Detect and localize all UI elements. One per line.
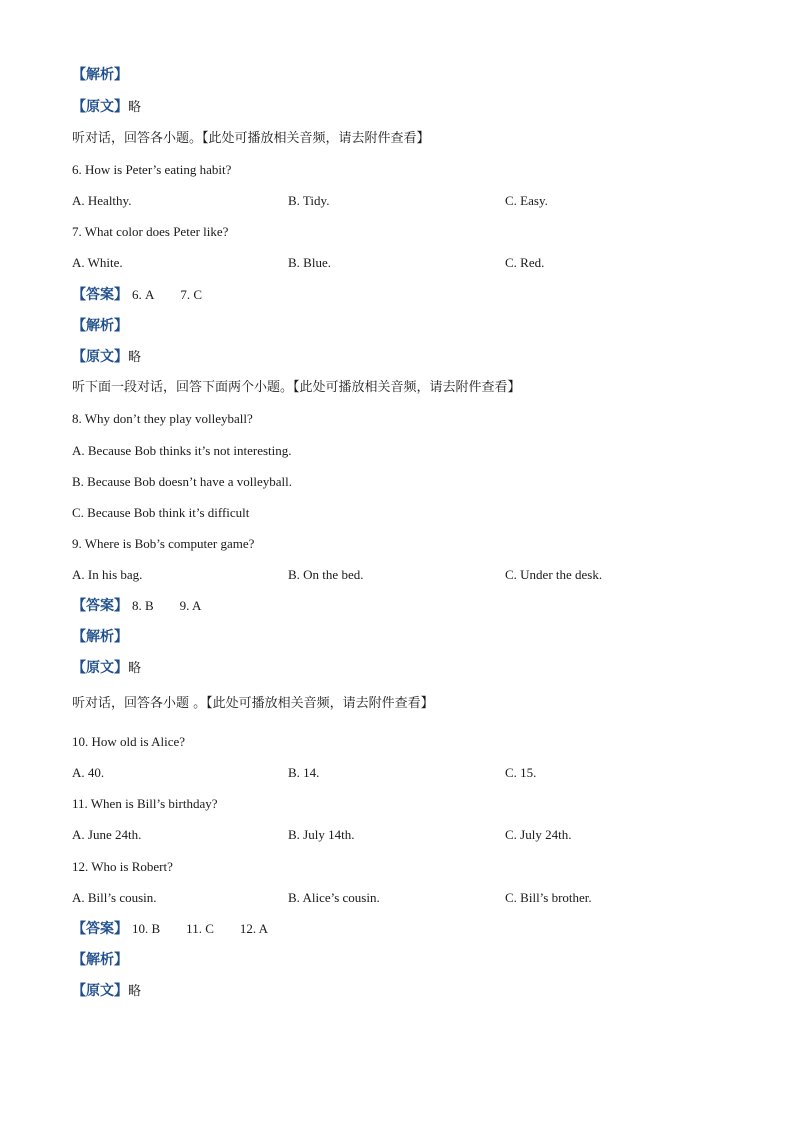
- option-b: B. Blue.: [288, 255, 331, 270]
- original-text-row: [72, 346, 141, 368]
- question-7-options: [72, 252, 722, 274]
- original-text-label: 【原文】: [72, 100, 128, 115]
- answer-12: 12. A: [239, 921, 269, 936]
- original-text-row: [72, 657, 141, 679]
- question-9-options: [72, 564, 722, 586]
- question-8: 8. Why don’t they play volleyball?: [72, 411, 253, 426]
- option-c: C. Easy.: [505, 193, 548, 208]
- option-c: C. July 24th.: [505, 827, 572, 842]
- option-c: C. 15.: [505, 765, 537, 780]
- question-10: 10. How old is Alice?: [72, 734, 186, 749]
- question-9: 9. Where is Bob’s computer game?: [72, 536, 255, 551]
- option-b: B. Tidy.: [288, 193, 330, 208]
- answer-label: 【答案】: [72, 599, 128, 614]
- option-c: C. Red.: [505, 255, 545, 270]
- option-a: A. June 24th.: [72, 827, 142, 842]
- original-text-label: 【原文】: [72, 984, 128, 999]
- question-8-option-a: A. Because Bob thinks it’s not interesting.: [72, 443, 292, 458]
- option-c: C. Under the desk.: [505, 567, 603, 582]
- listening-instruction: 听下面一段对话，回答下面两个小题。【此处可播放相关音频，请去附件查看】: [72, 380, 521, 395]
- question-8-option-c: C. Because Bob think it’s difficult: [72, 505, 250, 520]
- original-text-label: 【原文】: [72, 661, 128, 676]
- option-b: B. On the bed.: [288, 567, 364, 582]
- question-12-options: [72, 887, 722, 909]
- original-text-value: 略: [128, 350, 142, 365]
- question-6: 6. How is Peter’s eating habit?: [72, 162, 232, 177]
- question-7: 7. What color does Peter like?: [72, 224, 229, 239]
- original-text-value: 略: [128, 984, 142, 999]
- answer-row-10-12: [72, 918, 294, 940]
- option-a: A. Healthy.: [72, 193, 132, 208]
- analysis-label: 【解析】: [72, 630, 128, 645]
- answer-8: 8. B: [132, 598, 154, 613]
- option-a: A. White.: [72, 255, 123, 270]
- answer-10: 10. B: [132, 921, 161, 936]
- answer-row-8-9: [72, 595, 227, 617]
- answer-11: 11. C: [186, 921, 214, 936]
- question-6-options: [72, 190, 722, 212]
- original-text-label: 【原文】: [72, 350, 128, 365]
- question-12: 12. Who is Robert?: [72, 859, 173, 874]
- analysis-label: 【解析】: [72, 68, 128, 83]
- answer-6: 6. A: [132, 287, 155, 302]
- answer-7: 7. C: [180, 287, 203, 302]
- option-a: A. In his bag.: [72, 567, 143, 582]
- option-b: B. July 14th.: [288, 827, 355, 842]
- original-text-value: 略: [128, 661, 142, 676]
- option-a: A. 40.: [72, 765, 105, 780]
- question-8-option-b: B. Because Bob doesn’t have a volleyball.: [72, 474, 292, 489]
- option-c: C. Bill’s brother.: [505, 890, 592, 905]
- option-b: B. 14.: [288, 765, 320, 780]
- answer-label: 【答案】: [72, 922, 128, 937]
- listening-instruction: 听对话，回答各小题。【此处可播放相关音频，请去附件查看】: [72, 131, 430, 146]
- original-text-value: 略: [128, 100, 142, 115]
- option-b: B. Alice’s cousin.: [288, 890, 380, 905]
- option-a: A. Bill’s cousin.: [72, 890, 157, 905]
- listening-instruction: 听对话，回答各小题 。【此处可播放相关音频，请去附件查看】: [72, 696, 434, 711]
- question-11: 11. When is Bill’s birthday?: [72, 796, 218, 811]
- original-text-row: [72, 980, 141, 1002]
- answer-9: 9. A: [179, 598, 202, 613]
- analysis-label: 【解析】: [72, 319, 128, 334]
- analysis-label: 【解析】: [72, 953, 128, 968]
- answer-row-6-7: [72, 284, 228, 306]
- original-text-row: [72, 96, 141, 118]
- question-10-options: [72, 762, 722, 784]
- question-11-options: [72, 824, 722, 846]
- answer-label: 【答案】: [72, 288, 128, 303]
